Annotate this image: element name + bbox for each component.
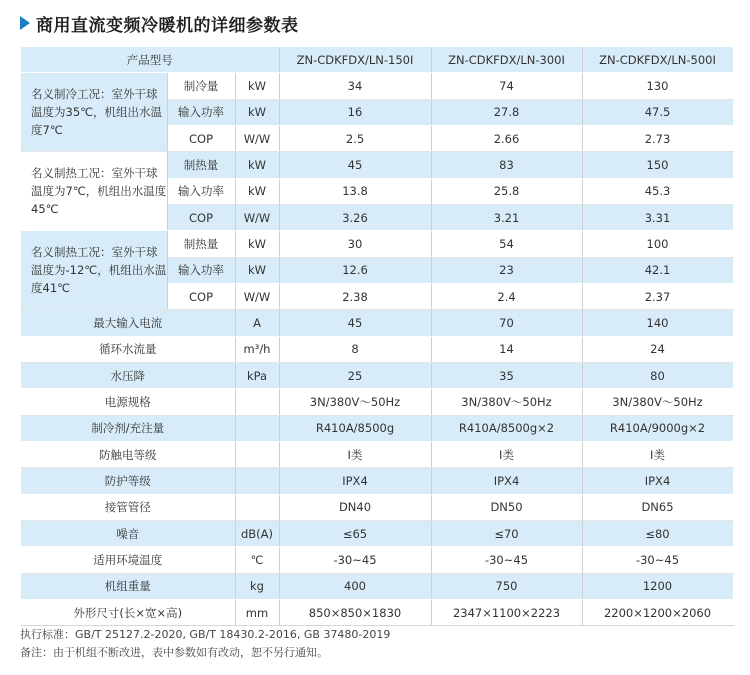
standard-note: 执行标准：GB/T 25127.2-2020, GB/T 18430.2-2016, GB 37480-2019 bbox=[20, 628, 391, 641]
unit-cell bbox=[235, 389, 279, 415]
value-cell: I类 bbox=[279, 441, 431, 467]
row-label: 防护等级 bbox=[21, 468, 235, 494]
header-label: 产品型号 bbox=[21, 47, 279, 73]
value-cell: 80 bbox=[582, 362, 733, 388]
value-cell: ≤70 bbox=[431, 520, 582, 546]
row-label: 机组重量 bbox=[21, 573, 235, 599]
remark-note: 备注：由于机组不断改进，表中参数如有改动，恕不另行通知。 bbox=[20, 646, 328, 659]
value-cell: -30~45 bbox=[431, 547, 582, 573]
param-label: 制热量 bbox=[167, 152, 235, 178]
footer-notes bbox=[20, 626, 390, 662]
value-cell: IPX4 bbox=[279, 468, 431, 494]
table-row bbox=[21, 494, 733, 520]
value-cell: IPX4 bbox=[582, 468, 733, 494]
unit-cell bbox=[235, 468, 279, 494]
value-cell: DN65 bbox=[582, 494, 733, 520]
value-cell: 140 bbox=[582, 310, 733, 336]
value-cell: ≤80 bbox=[582, 520, 733, 546]
value-cell: 35 bbox=[431, 362, 582, 388]
value-cell: 45.3 bbox=[582, 178, 733, 204]
value-cell: ≤65 bbox=[279, 520, 431, 546]
value-cell: 1200 bbox=[582, 573, 733, 599]
spec-table-body bbox=[21, 47, 733, 626]
unit-cell bbox=[235, 441, 279, 467]
row-label: 最大输入电流 bbox=[21, 310, 235, 336]
value-cell: 23 bbox=[431, 257, 582, 283]
param-label: COP bbox=[167, 283, 235, 309]
header-row bbox=[21, 47, 733, 73]
table-row bbox=[21, 231, 733, 257]
value-cell: 2.73 bbox=[582, 125, 733, 151]
row-label: 水压降 bbox=[21, 362, 235, 388]
spec-table bbox=[21, 47, 734, 626]
model-header: ZN-CDKFDX/LN-500I bbox=[582, 47, 733, 73]
table-row bbox=[21, 520, 733, 546]
unit-cell: W/W bbox=[235, 283, 279, 309]
value-cell: 25.8 bbox=[431, 178, 582, 204]
value-cell: 850×850×1830 bbox=[279, 599, 431, 625]
value-cell: 74 bbox=[431, 73, 582, 99]
model-header: ZN-CDKFDX/LN-300I bbox=[431, 47, 582, 73]
table-row bbox=[21, 441, 733, 467]
table-row bbox=[21, 599, 733, 625]
value-cell: DN40 bbox=[279, 494, 431, 520]
row-label: 电源规格 bbox=[21, 389, 235, 415]
value-cell: 47.5 bbox=[582, 99, 733, 125]
table-row bbox=[21, 73, 733, 99]
value-cell: DN50 bbox=[431, 494, 582, 520]
unit-cell: kg bbox=[235, 573, 279, 599]
value-cell: 3N/380V～50Hz bbox=[582, 389, 733, 415]
unit-cell: kW bbox=[235, 231, 279, 257]
value-cell: 3N/380V～50Hz bbox=[431, 389, 582, 415]
value-cell: 83 bbox=[431, 152, 582, 178]
unit-cell: ℃ bbox=[235, 547, 279, 573]
value-cell: I类 bbox=[431, 441, 582, 467]
row-label: 外形尺寸(长×宽×高) bbox=[21, 599, 235, 625]
table-row bbox=[21, 362, 733, 388]
value-cell: 750 bbox=[431, 573, 582, 599]
param-label: 输入功率 bbox=[167, 257, 235, 283]
unit-cell bbox=[235, 494, 279, 520]
param-label: 制热量 bbox=[167, 231, 235, 257]
param-label: 输入功率 bbox=[167, 99, 235, 125]
row-label: 循环水流量 bbox=[21, 336, 235, 362]
value-cell: 24 bbox=[582, 336, 733, 362]
value-cell: 2.38 bbox=[279, 283, 431, 309]
row-label: 制冷剂/充注量 bbox=[21, 415, 235, 441]
value-cell: -30~45 bbox=[279, 547, 431, 573]
value-cell: R410A/8500g bbox=[279, 415, 431, 441]
value-cell: 14 bbox=[431, 336, 582, 362]
value-cell: 2.5 bbox=[279, 125, 431, 151]
table-row bbox=[21, 152, 733, 178]
triangle-bullet-icon bbox=[20, 16, 30, 30]
value-cell: R410A/8500g×2 bbox=[431, 415, 582, 441]
table-row bbox=[21, 547, 733, 573]
value-cell: 2.37 bbox=[582, 283, 733, 309]
value-cell: 3.21 bbox=[431, 204, 582, 230]
unit-cell: mm bbox=[235, 599, 279, 625]
value-cell: 13.8 bbox=[279, 178, 431, 204]
group-label: 名义制热工况：室外干球温度为-12℃，机组出水温度41℃ bbox=[21, 231, 167, 310]
row-label: 接管管径 bbox=[21, 494, 235, 520]
value-cell: 12.6 bbox=[279, 257, 431, 283]
value-cell: 130 bbox=[582, 73, 733, 99]
unit-cell: W/W bbox=[235, 204, 279, 230]
value-cell: I类 bbox=[582, 441, 733, 467]
table-row bbox=[21, 415, 733, 441]
param-label: 输入功率 bbox=[167, 178, 235, 204]
value-cell: 45 bbox=[279, 310, 431, 336]
param-label: COP bbox=[167, 125, 235, 151]
param-label: COP bbox=[167, 204, 235, 230]
group-label: 名义制热工况：室外干球温度为7℃，机组出水温度45℃ bbox=[21, 152, 167, 231]
page-title: 商用直流变频冷暖机的详细参数表 bbox=[36, 15, 299, 36]
value-cell: 3.31 bbox=[582, 204, 733, 230]
value-cell: 2200×1200×2060 bbox=[582, 599, 733, 625]
unit-cell: kW bbox=[235, 73, 279, 99]
table-row bbox=[21, 389, 733, 415]
value-cell: 54 bbox=[431, 231, 582, 257]
value-cell: 3N/380V～50Hz bbox=[279, 389, 431, 415]
value-cell: 30 bbox=[279, 231, 431, 257]
param-label: 制冷量 bbox=[167, 73, 235, 99]
value-cell: R410A/9000g×2 bbox=[582, 415, 733, 441]
unit-cell: dB(A) bbox=[235, 520, 279, 546]
value-cell: 45 bbox=[279, 152, 431, 178]
unit-cell: A bbox=[235, 310, 279, 336]
value-cell: 42.1 bbox=[582, 257, 733, 283]
unit-cell: kPa bbox=[235, 362, 279, 388]
value-cell: 70 bbox=[431, 310, 582, 336]
row-label: 防触电等级 bbox=[21, 441, 235, 467]
table-row bbox=[21, 310, 733, 336]
row-label: 噪音 bbox=[21, 520, 235, 546]
value-cell: 8 bbox=[279, 336, 431, 362]
value-cell: 16 bbox=[279, 99, 431, 125]
page-title-row bbox=[20, 10, 299, 36]
table-row bbox=[21, 573, 733, 599]
value-cell: 2.66 bbox=[431, 125, 582, 151]
value-cell: 25 bbox=[279, 362, 431, 388]
group-label: 名义制冷工况：室外干球温度为35℃，机组出水温度7℃ bbox=[21, 73, 167, 152]
value-cell: 100 bbox=[582, 231, 733, 257]
value-cell: 150 bbox=[582, 152, 733, 178]
unit-cell bbox=[235, 415, 279, 441]
row-label: 适用环境温度 bbox=[21, 547, 235, 573]
unit-cell: kW bbox=[235, 178, 279, 204]
value-cell: 27.8 bbox=[431, 99, 582, 125]
table-row bbox=[21, 468, 733, 494]
unit-cell: W/W bbox=[235, 125, 279, 151]
table-row bbox=[21, 336, 733, 362]
value-cell: 3.26 bbox=[279, 204, 431, 230]
value-cell: 2347×1100×2223 bbox=[431, 599, 582, 625]
value-cell: IPX4 bbox=[431, 468, 582, 494]
value-cell: 34 bbox=[279, 73, 431, 99]
value-cell: 2.4 bbox=[431, 283, 582, 309]
unit-cell: kW bbox=[235, 99, 279, 125]
model-header: ZN-CDKFDX/LN-150I bbox=[279, 47, 431, 73]
unit-cell: kW bbox=[235, 257, 279, 283]
value-cell: 400 bbox=[279, 573, 431, 599]
unit-cell: kW bbox=[235, 152, 279, 178]
value-cell: -30~45 bbox=[582, 547, 733, 573]
unit-cell: m³/h bbox=[235, 336, 279, 362]
